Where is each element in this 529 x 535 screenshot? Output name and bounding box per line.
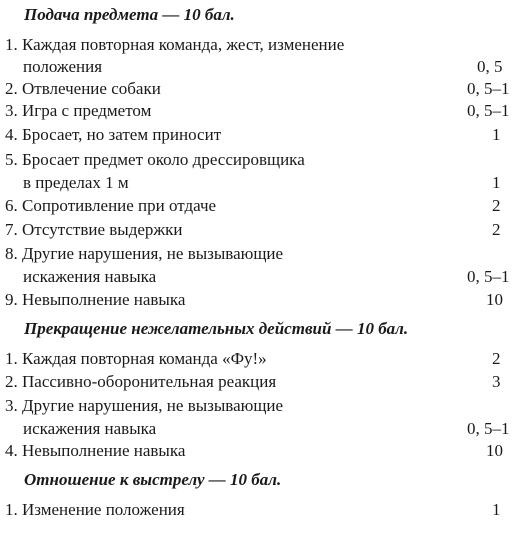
item-score: 1: [492, 173, 501, 192]
section-heading: Прекращение нежелательных действий — 10 бал.: [24, 319, 409, 338]
section-heading: Отношение к выстрелу — 10 бал.: [24, 470, 282, 489]
item-score: 2: [492, 196, 501, 215]
item-text: 1. Каждая повторная команда «Фу!»: [5, 349, 267, 368]
item-score: 0, 5–1: [467, 101, 510, 120]
item-score: 10: [486, 441, 503, 460]
item-score: 0, 5–1: [467, 419, 510, 438]
item-text: положения: [23, 57, 103, 76]
item-score: 10: [486, 290, 503, 309]
item-text: 6. Сопротивление при отдаче: [5, 196, 217, 215]
item-score: 0, 5: [477, 57, 503, 76]
item-text: 7. Отсутствие выдержки: [5, 220, 183, 239]
section-heading: Подача предмета — 10 бал.: [24, 5, 235, 24]
item-text: 8. Другие нарушения, не вызывающие: [5, 244, 284, 263]
item-text: 9. Невыполнение навыка: [5, 290, 186, 309]
item-score: 2: [492, 349, 501, 368]
item-text: 4. Бросает, но затем приносит: [5, 125, 222, 144]
item-score: 1: [492, 125, 501, 144]
item-text: 4. Невыполнение навыка: [5, 441, 186, 460]
item-text: 3. Игра с предметом: [5, 101, 152, 120]
item-score: 0, 5–1: [467, 79, 510, 98]
item-score: 1: [492, 500, 501, 519]
item-text: искажения навыка: [23, 419, 157, 438]
item-text: 2. Пассивно-оборонительная реакция: [5, 372, 277, 391]
item-text: 5. Бросает предмет около дрессировщика: [5, 150, 305, 169]
item-text: в пределах 1 м: [23, 173, 129, 192]
item-text: 3. Другие нарушения, не вызывающие: [5, 396, 284, 415]
item-text: 1. Изменение положения: [5, 500, 185, 519]
item-text: 1. Каждая повторная команда, жест, изменение: [5, 35, 345, 54]
item-score: 2: [492, 220, 501, 239]
item-text: 2. Отвлечение собаки: [5, 79, 161, 98]
item-text: искажения навыка: [23, 267, 157, 286]
item-score: 0, 5–1: [467, 267, 510, 286]
item-score: 3: [492, 372, 501, 391]
